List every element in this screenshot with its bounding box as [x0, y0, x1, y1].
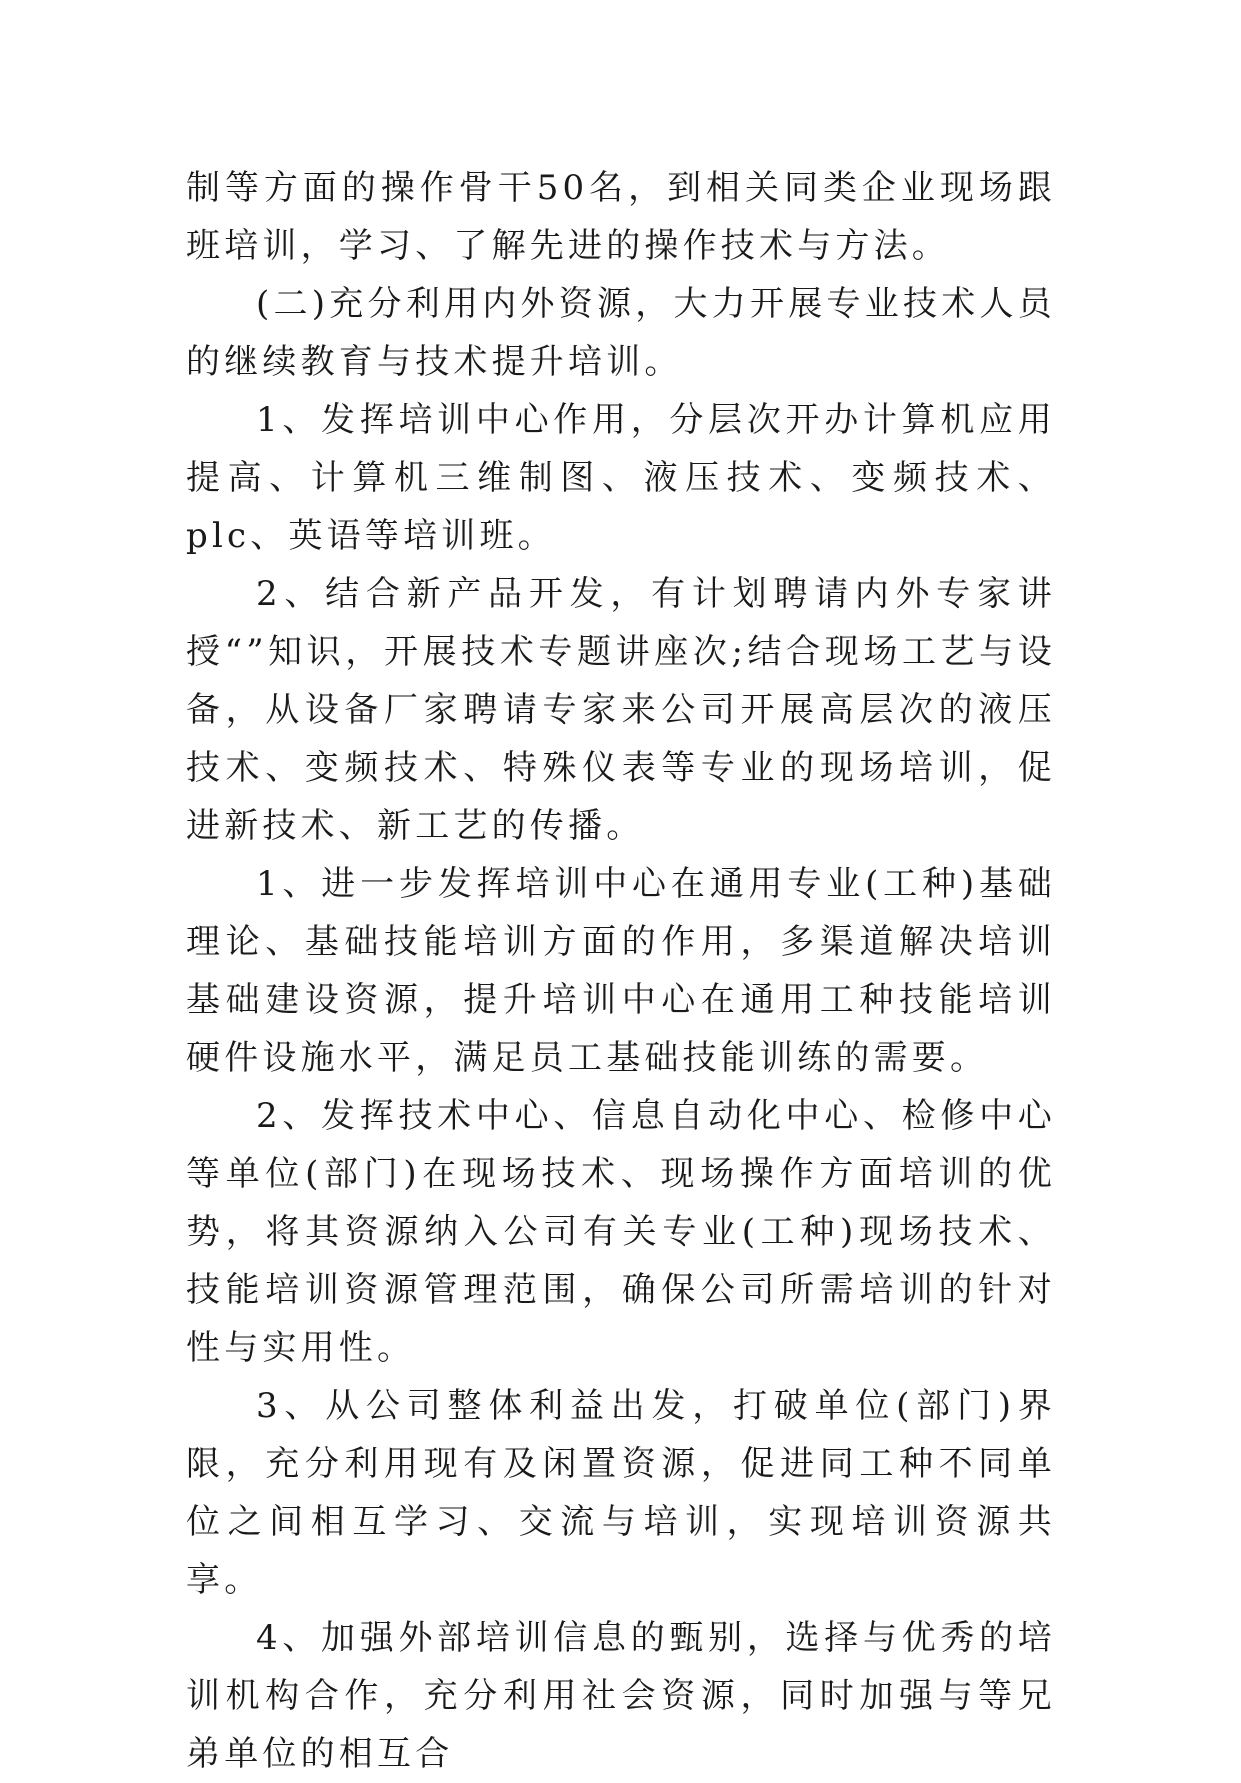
paragraph: 1、发挥培训中心作用，分层次开办计算机应用提高、计算机三维制图、液压技术、变频技术、plc、英语等培训班。	[186, 400, 1056, 556]
paragraph: 制等方面的操作骨干50名，到相关同类企业现场跟班培训，学习、了解先进的操作技术与方法。	[186, 168, 1056, 266]
paragraph: 3、从公司整体利益出发，打破单位(部门)界限，充分利用现有及闲置资源，促进同工种不同单位之间相互学习、交流与培训，实现培训资源共享。	[186, 1386, 1056, 1600]
paragraph: 1、进一步发挥培训中心在通用专业(工种)基础理论、基础技能培训方面的作用，多渠道解决培训基础建设资源，提升培训中心在通用工种技能培训硬件设施水平，满足员工基础技能训练的需要。	[186, 864, 1056, 1078]
paragraph: 4、加强外部培训信息的甄别，选择与优秀的培训机构合作，充分利用社会资源，同时加强与等兄弟单位的相互合	[186, 1618, 1056, 1774]
document-body	[186, 159, 1056, 1783]
paragraph: 2、结合新产品开发，有计划聘请内外专家讲授“”知识，开展技术专题讲座次;结合现场工艺与设备，从设备厂家聘请专家来公司开展高层次的液压技术、变频技术、特殊仪表等专业的现场培训，促进新技术、新工艺的传播。	[186, 574, 1056, 846]
paragraph: 2、发挥技术中心、信息自动化中心、检修中心等单位(部门)在现场技术、现场操作方面培训的优势，将其资源纳入公司有关专业(工种)现场技术、技能培训资源管理范围，确保公司所需培训的针对性与实用性。	[186, 1096, 1056, 1368]
section-heading: (二)充分利用内外资源，大力开展专业技术人员的继续教育与技术提升培训。	[186, 284, 1056, 382]
